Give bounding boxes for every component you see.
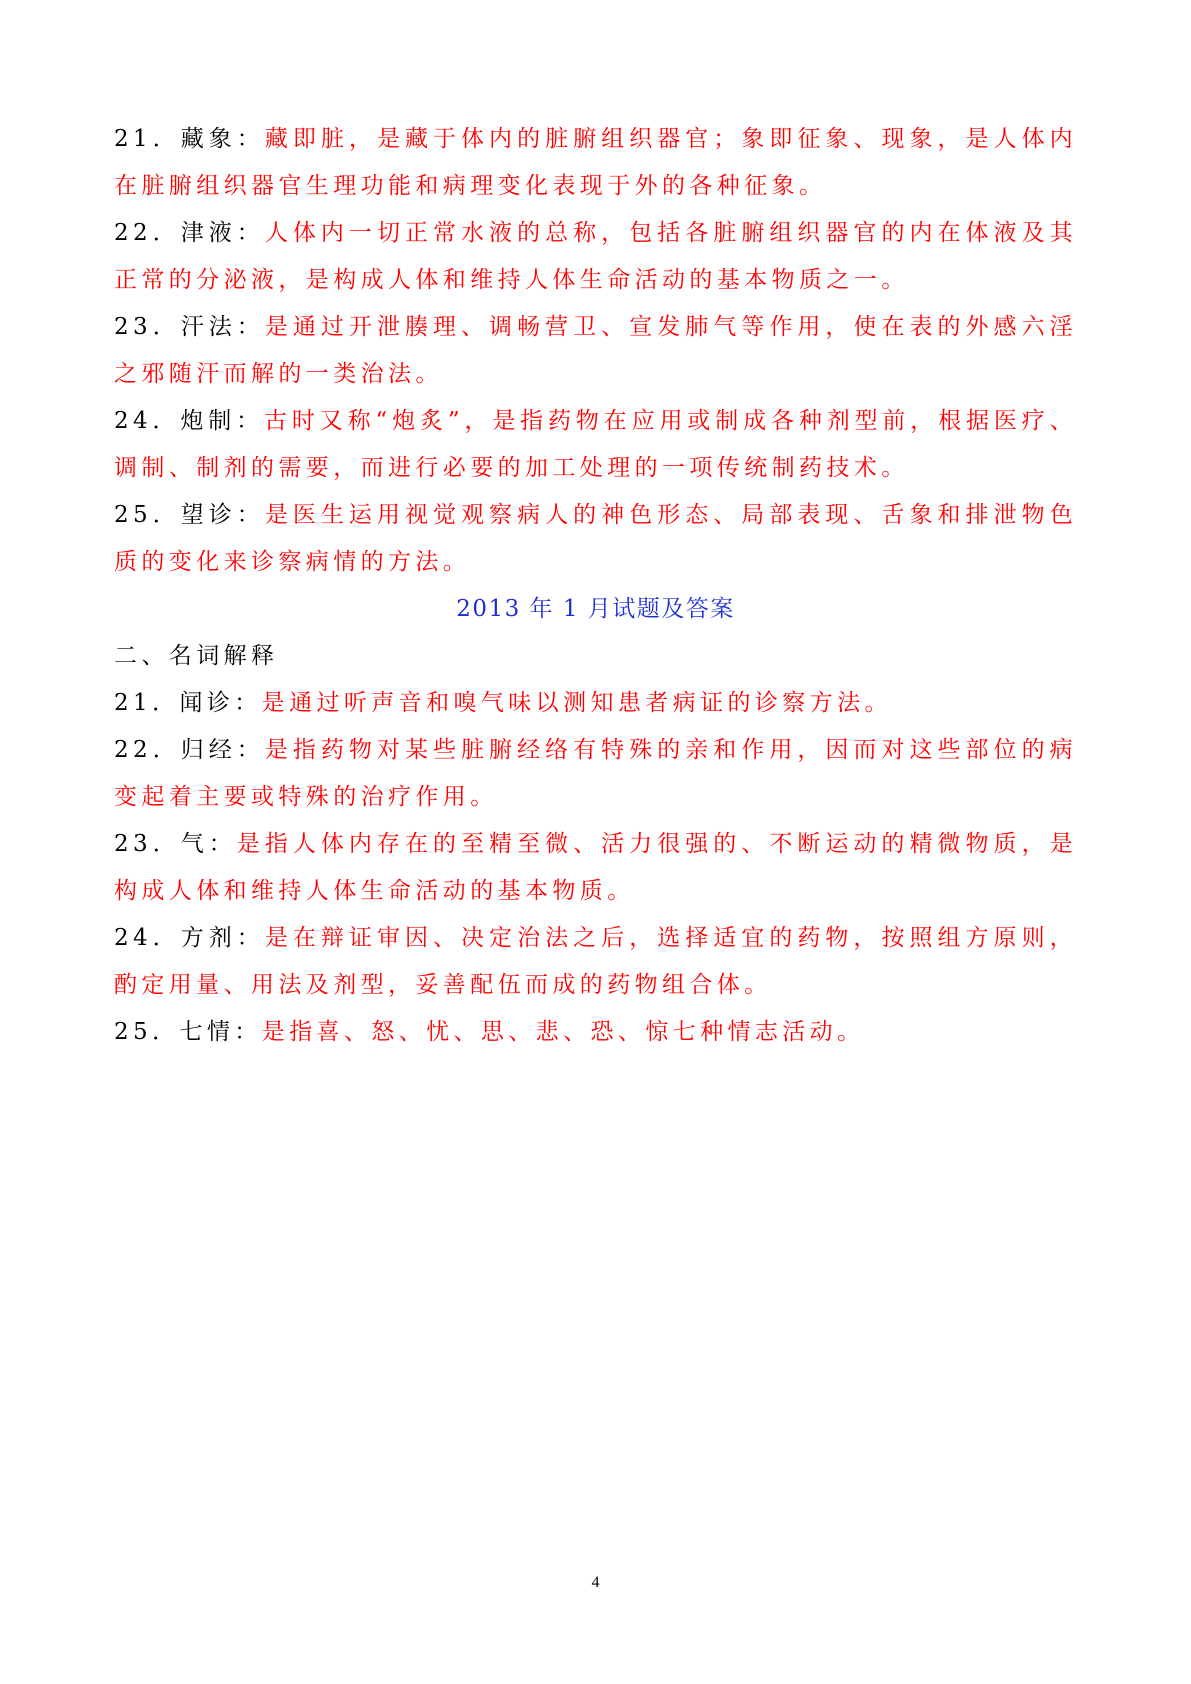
term-entry-21-wenzhen (114, 680, 1077, 727)
entry-term: 炮制： (180, 408, 265, 434)
entry-number: 21． (114, 690, 180, 716)
entry-term: 七情： (179, 1019, 262, 1045)
entry-term: 汗法： (180, 314, 265, 340)
entry-number: 22． (114, 220, 181, 246)
entry-number: 25． (114, 502, 181, 528)
entry-number: 23． (114, 831, 181, 857)
entry-number: 21． (114, 126, 181, 152)
entry-definition: 是指药物对某些脏腑经络有特殊的亲和作用，因而对这些部位的病变起着主要或特殊的治疗作用。 (114, 737, 1078, 810)
entry-definition: 是在辩证审因、决定治法之后，选择适宜的药物，按照组方原则，酌定用量、用法及剂型，妥善配伍而成的药物组合体。 (114, 925, 1078, 998)
entry-number: 25． (114, 1019, 180, 1045)
term-entry-22-guijing (114, 727, 1077, 821)
entry-number: 23． (114, 314, 181, 340)
entry-definition: 是医生运用视觉观察病人的神色形态、局部表现、舌象和排泄物色质的变化来诊察病情的方法。 (114, 502, 1078, 575)
entry-term: 归经： (180, 737, 265, 763)
entry-term: 方剂： (180, 925, 265, 951)
entry-number: 24． (114, 408, 181, 434)
term-entry-21-zangxiang (114, 116, 1077, 210)
entry-term: 气： (180, 831, 237, 857)
term-entry-24-paozhi (114, 398, 1077, 492)
term-entry-23-qi (114, 821, 1077, 915)
section-title: 2013 年 1 月试题及答案 (456, 596, 735, 622)
term-entry-22-jinye (114, 210, 1077, 304)
entry-term: 闻诊： (179, 690, 262, 716)
term-entry-25-wangzhen (114, 492, 1077, 586)
term-entry-24-fangji (114, 915, 1077, 1009)
term-entry-23-hanfa (114, 304, 1077, 398)
section-heading: 二、名词解释 (114, 643, 279, 669)
entry-definition: 是指人体内存在的至精至微、活力很强的、不断运动的精微物质，是构成人体和维持人体生命活动的基本物质。 (114, 831, 1078, 904)
page-number: 4 (591, 1574, 600, 1591)
entry-definition: 是通过听声音和嗅气味以测知患者病证的诊察方法。 (261, 690, 892, 716)
page-content (114, 116, 1077, 1056)
entry-definition: 是指喜、怒、忧、思、悲、恐、惊七种情志活动。 (261, 1019, 865, 1045)
entry-definition: 藏即脏，是藏于体内的脏腑组织器官；象即征象、现象，是人体内在脏腑组织器官生理功能和病理变化表现于外的各种征象。 (114, 126, 1078, 199)
entry-definition: 古时又称“炮炙”，是指药物在应用或制成各种剂型前，根据医疗、调制、制剂的需要，而进行必要的加工处理的一项传统制药技术。 (114, 408, 1078, 481)
entry-number: 24． (114, 925, 181, 951)
entry-definition: 是通过开泄腠理、调畅营卫、宣发肺气等作用，使在表的外感六淫之邪随汗而解的一类治法。 (114, 314, 1078, 387)
entry-number: 22． (114, 737, 181, 763)
entry-term: 藏象： (180, 126, 265, 152)
term-entry-25-qiqing (114, 1009, 1077, 1056)
entry-term: 津液： (180, 220, 265, 246)
entry-definition: 人体内一切正常水液的总称，包括各脏腑组织器官的内在体液及其正常的分泌液，是构成人体和维持人体生命活动的基本物质之一。 (114, 220, 1078, 293)
entry-term: 望诊： (180, 502, 265, 528)
